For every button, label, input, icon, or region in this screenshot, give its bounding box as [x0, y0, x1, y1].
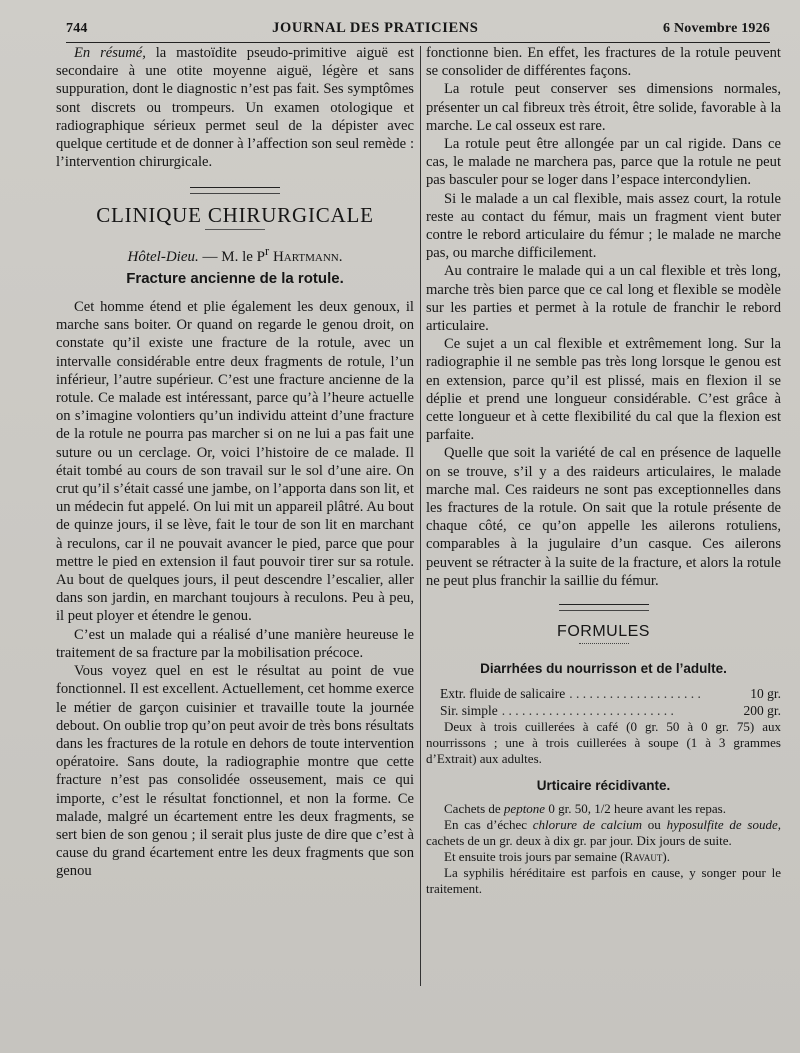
article-title: Fracture ancienne de la rotule.	[126, 269, 344, 287]
prescription-title: Diarrhées du nourrisson et de l’adulte.	[480, 661, 727, 677]
journal-title: JOURNAL DES PRATICIENS	[272, 20, 479, 36]
text-run: En cas d’échec	[444, 816, 533, 832]
prescription-line	[426, 702, 781, 719]
formules-heading: FORMULES	[557, 623, 650, 641]
article-byline	[56, 242, 414, 266]
text-run: ou	[642, 816, 667, 832]
text-emphasis: hyposulfite de soude,	[666, 816, 781, 832]
text-run: Cachets de	[444, 800, 504, 816]
right-column	[426, 44, 781, 897]
text-run: 0 gr. 50, 1/2 heure avant les repas.	[545, 800, 726, 816]
intro-emphasis: En résumé,	[74, 45, 146, 61]
prescription-line	[426, 685, 781, 702]
running-header	[66, 20, 770, 42]
dosage-note: Deux à trois cuillerées à café (0 gr. 50 à 0 gr. 75) aux nourrissons ; une à trois cuillerées à soupe (1 à 3 grammes d’Extrait) aux adultes.	[426, 718, 781, 766]
text-run: ).	[662, 848, 670, 864]
continued-paragraph: fonctionne bien. En effet, les fractures de la rotule peuvent se consolider de différentes façons.	[426, 45, 781, 80]
left-column	[56, 44, 414, 881]
body-paragraph: Si le malade a un cal flexible, mais assez court, la rotule reste au contact du fémur, mais un fragment vient buter contre le rebord articulaire du fémur ; le malade ne marche pas, ou marche difficilement.	[426, 190, 781, 262]
prescription-title: Urticaire récidivante.	[536, 777, 671, 793]
text-run: Et ensuite trois jours par semaine (	[444, 848, 625, 864]
byline-sep: — M. le P	[198, 248, 266, 265]
body-paragraph: La rotule peut être allongée par un cal rigide. Dans ce cas, le malade ne marchera pas, parce que la rotule ne peut pas basculer pour se loger dans l’espace intercondylien.	[426, 136, 781, 189]
treatment-line	[426, 817, 781, 849]
body-paragraph: La rotule peut conserver ses dimensions normales, présenter un cal fibreux très étroit, être solide, favorable à la marche. Le cal osseux est rare.	[426, 81, 781, 134]
body-paragraph: Vous voyez quel en est le résultat au point de vue fonctionnel. Il est excellent. Actuellement, cet homme exerce le métier de garçon cuisinier et travaille toute la journée debout. On oublie trop qu’on peut avoir de très bons résultats dans les fractures de la rotule en dehors de toute intervention opératoire. Sans doute, la radiographie montre que cette fracture n’est pas consolidée osseusement, mais ce qui importe, c’est le résultat fonctionnel, et non la forme. Ce malade, malgré un écartement entre les deux fragments, se sert bien de son genou ; il serait plus juste de dire que c’est à cause du grand écartement entre les deux fragments que son genou	[56, 663, 414, 880]
text-emphasis: peptone	[503, 800, 546, 816]
leader-dots: . . . . . . . . . . . . . . . . . . . . . . . . . .	[501, 702, 674, 718]
body-paragraph: C’est un malade qui a réalisé d’une manière heureuse le traitement de sa fracture par la mobilisation précoce.	[56, 626, 414, 661]
body-paragraph: Cet homme étend et plie également les deux genoux, il marche sans boiter. Or quand on regarde le genou droit, on constate qu’il existe une fracture de la rotule, avec un intervalle considérable entre deux fragments de rotule, l’un inférieur, l’autre supérieur. C’est une fracture ancienne de la rotule. Ce malade est intéressant, parce qu’à l’heure actuelle on s’imagine volontiers qu’un individu atteint d’une fracture de la rotule ne pourra pas marcher si on ne lui a pas fait une suture ou un cerclage. Or, voici l’histoire de ce malade. Il était tombé au cours de son travail sur le sol d’une aire. On crut qu’il s’était cassé une jambe, on l’apporta dans son lit, et un médecin fut appelé. On lui mit un appareil plâtré. Au bout de quinze jours, il se lève, fait le tour de son lit en marchant à reculons, car il ne pouvait avancer le pied, parce que pour mettre le pied en extension il faut pouvoir tirer sur sa rotule. Au bout de quelques jours, il peut descendre l’escalier, aller dans son jardin, en marchant toujours à reculons. Peu à peu, il peut ployer et étendre le genou.	[56, 299, 414, 625]
ingredient-name: Extr. fluide de salicaire	[440, 685, 566, 701]
byline-author: Hartmann.	[269, 248, 343, 265]
column-divider	[420, 46, 421, 986]
body-paragraph: Ce sujet a un cal flexible et extrêmement long. Sur la radiographie il ne semble pas très long lorsque le genou est en extension, parce qu’il est plissé, mais en flexion il se déplie et prend une longueur considérable. C’est grâce à cette longueur et à cette flexibilité du cal que la flexion est parfaite.	[426, 336, 781, 444]
leader-dots: . . . . . . . . . . . . . . . . . . . .	[569, 685, 701, 701]
byline-place: Hôtel-Dieu.	[127, 248, 199, 265]
text-emphasis: chlorure de calcium	[532, 816, 643, 832]
treatment-line	[426, 849, 781, 865]
section-ornament	[559, 604, 649, 611]
issue-date: 6 Novembre 1926	[663, 21, 770, 36]
ingredient-name: Sir. simple	[440, 702, 498, 718]
section-ornament	[190, 187, 280, 194]
author-citation: Ravaut	[624, 848, 663, 864]
treatment-line: La syphilis héréditaire est parfois en cause, y songer pour le traitement.	[426, 864, 781, 896]
text-run: cachets de un gr. deux à dix gr. par jour. Dix jours de suite.	[426, 832, 732, 848]
ingredient-quantity: 10 gr.	[750, 685, 781, 701]
header-rule	[66, 42, 770, 43]
treatment-line	[426, 801, 781, 817]
heading-dotted-rule	[579, 643, 629, 644]
heading-rule	[205, 229, 265, 230]
body-paragraph: Au contraire le malade qui a un cal flexible et très long, marche très bien parce que ce cal long et flexible se modèle sur les parties et permet à la rotule de franchir le rebord articulaire.	[426, 263, 781, 335]
byline-sup: r	[265, 243, 270, 258]
page-number: 744	[66, 21, 88, 36]
body-paragraph: Quelle que soit la variété de cal en présence de laquelle on se trouve, s’il y a des raideurs articulaires, le malade marche mal. Ces raideurs ne sont pas exceptionnelles dans les fractures de la rotule. On sait que la rotule présente de chaque côté, ce qu’on appelle les ailerons rotuliens, comparables à la jugulaire d’un casque. Ces ailerons peuvent se rétracter à la suite de la fracture, et alors la rotule ne peut plus franchir la saillie du fémur.	[426, 445, 781, 589]
ingredient-quantity: 200 gr.	[743, 702, 781, 718]
intro-text: la mastoïdite pseudo-primitive aiguë est secondaire à une otite moyenne aiguë, légère et sans suppuration, dont le diagnostic n’est pas fait. Ses symptômes sont discrets ou trompeurs. Un examen otologique et radiographique sérieux permet seul de la dépister avec quelque certitude et de donner à l’affection son seul remède : l’intervention chirurgicale.	[56, 45, 414, 171]
intro-paragraph	[56, 44, 414, 171]
section-heading: CLINIQUE CHIRURGICALE	[96, 203, 374, 228]
